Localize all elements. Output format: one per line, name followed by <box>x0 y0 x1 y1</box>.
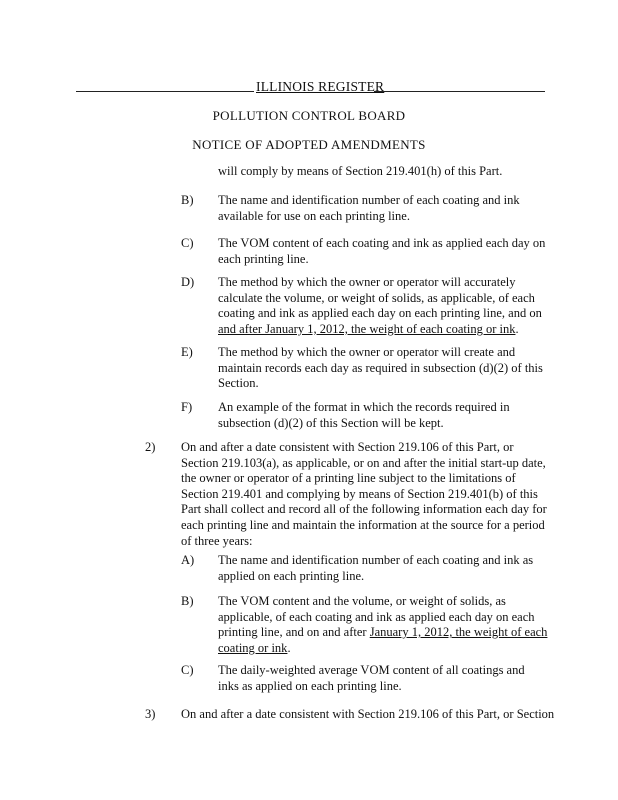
header-rule-right <box>374 91 545 92</box>
continuation-text: will comply by means of Section 219.401(h) of this Part. <box>218 164 503 178</box>
item-2b-text-underlined: January 1, 2012, the weight of each coating or ink <box>218 625 548 655</box>
item-d-label: D) <box>181 275 195 289</box>
item-2b-text-end: . <box>287 640 291 655</box>
item-2c-text: The daily-weighted average VOM content of all coatings and inks as applied on each printing line. <box>218 663 525 693</box>
item-d-text-end: . <box>515 321 519 336</box>
item-d-text-plain: The method by which the owner or operator will accurately calculate the volume, or weight of solids, as applicable, of each coating and ink as applied each day on each printing line, and on <box>218 275 542 321</box>
item-f-text: An example of the format in which the records required in subsection (d)(2) of this Section will be kept. <box>218 400 510 430</box>
register-title <box>256 79 384 95</box>
item-2c-label: C) <box>181 663 194 677</box>
item-f-label: F) <box>181 400 193 414</box>
item-2a-text: The name and identification number of each coating and ink as applied on each printing line. <box>218 553 534 583</box>
item-2b-text-plain: The VOM content and the volume, or weight of solids, as applicable, of each coating and ink as applied each day on each printing line, and on and after <box>218 594 535 640</box>
item-e-label: E) <box>181 345 193 359</box>
item-2b-label: B) <box>181 594 194 608</box>
header-rule-left <box>76 91 254 92</box>
item-d-text <box>218 275 548 337</box>
board-name: POLLUTION CONTROL BOARD <box>212 108 406 123</box>
item-2-text: On and after a date consistent with Section 219.106 of this Part, or Section 219.103(a), as applicable, or on and after the initial start-up date, the owner or operator of a printing line subject to the limitations of Section 219.401 and complying by means of Section 219.401(b) of this Part shall collect and record all of the following information each day for each printing line and maintain the information at the source for a period of three years: <box>181 440 547 548</box>
item-2-label: 2) <box>145 440 156 454</box>
item-3-text: On and after a date consistent with Section 219.106 of this Part, or Section <box>181 707 555 721</box>
item-2a-label: A) <box>181 553 195 567</box>
item-d-text-underlined: and after January 1, 2012, the weight of each coating or ink <box>218 321 516 336</box>
item-3-label: 3) <box>145 707 156 721</box>
notice-title: NOTICE OF ADOPTED AMENDMENTS <box>192 137 426 152</box>
item-b-text: The name and identification number of each coating and ink available for use on each printing line. <box>218 193 520 223</box>
item-b-label: B) <box>181 193 194 207</box>
item-c-label: C) <box>181 236 194 250</box>
item-2b-text <box>218 594 548 656</box>
item-e-text: The method by which the owner or operator will create and maintain records each day as required in subsection (d)(2) of this Section. <box>218 345 543 391</box>
register-title-text: ILLINOIS REGISTER <box>256 79 385 94</box>
item-c-text: The VOM content of each coating and ink as applied each day on each printing line. <box>218 236 546 266</box>
